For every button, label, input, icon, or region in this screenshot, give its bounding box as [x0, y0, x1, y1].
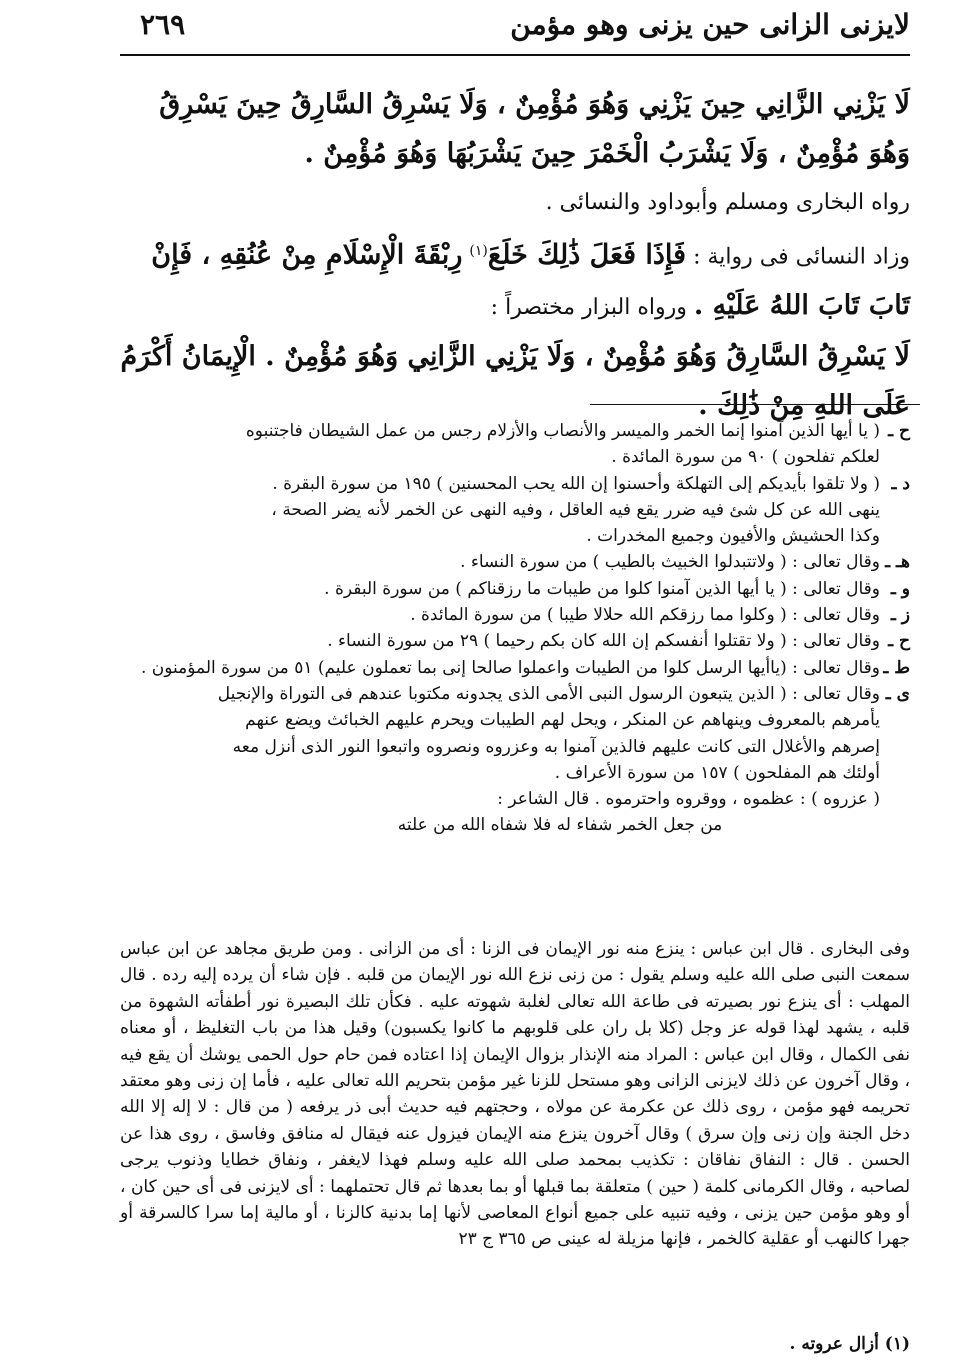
note-line [120, 471, 910, 497]
note-line [120, 602, 910, 628]
note-marker [880, 786, 910, 812]
note-line [120, 497, 910, 523]
note-marker: د ـ [891, 473, 910, 494]
note-text: ( ولا تلقوا بأيديكم إلى التهلكة وأحسنوا إن الله يحب المحسنين ) ١٩٥ من سورة البقرة . [272, 473, 880, 494]
running-title: لايزنى الزانى حين يزنى وهو مؤمن [510, 8, 910, 41]
note-line [120, 549, 910, 575]
note-line [120, 760, 910, 786]
narration-2 [120, 227, 910, 332]
note-text: وقال تعالى : ( الذين يتبعون الرسول النبى الأمى الذى يجدونه مكتوبا عندهم فى التوراة والإنجيل [217, 683, 880, 704]
footnote-ref: (١) [469, 243, 488, 259]
narration-2-quote-cont: رِبْقَةَ الْإِسْلَامِ مِنْ عُنُقِهِ ، فَإِنْ تَابَ تَابَ اللهُ عَلَيْهِ . [151, 239, 910, 322]
note-text: ( عزروه ) : عظموه ، ووقروه واحترموه . قال الشاعر : [497, 789, 880, 810]
note-marker: هـ ـ [885, 552, 910, 573]
hadith-2: لَا يَسْرِقُ السَّارِقُ وَهُوَ مُؤْمِنٌ ، وَلَا يَزْنِي الزَّانِي وَهُوَ مُؤْمِنٌ . الْإِيمَانُ أَكْرَمُ عَلَى اللهِ مِنْ ذَٰلِكَ . [120, 341, 910, 422]
note-text: وقال تعالى : ( ولا تقتلوا أنفسكم إن الله كان بكم رحيما ) ٢٩ من سورة النساء . [327, 631, 880, 652]
note-marker: ح ـ [888, 631, 910, 652]
note-line [120, 523, 910, 549]
footnote-rule [590, 404, 920, 405]
note-text: وقال تعالى : (ياأيها الرسل كلوا من الطيبات واعملوا صالحا إنى بما تعملون عليم) ٥١ من سورة المؤمنون . [140, 657, 880, 678]
poetry-verse: من جعل الخمر شفاء له فلا شفاه الله من علته [397, 815, 723, 836]
note-marker [880, 760, 910, 786]
note-line [120, 444, 910, 470]
note-marker [880, 707, 910, 733]
note-line [120, 707, 910, 733]
main-text [120, 80, 910, 430]
narration-1: رواه البخارى ومسلم وأبوداود والنسائى . [545, 190, 910, 215]
note-text: وقال تعالى : ( يا أيها الذين آمنوا كلوا من طيبات ما رزقناكم ) من سورة البقرة . [324, 578, 880, 599]
note-marker: ط ـ [883, 657, 910, 678]
note-marker: ز ـ [890, 605, 910, 626]
note-marker: و ـ [890, 578, 910, 599]
note-text: وقال تعالى : ( ولاتتبدلوا الخبيث بالطيب ) من سورة النساء . [460, 552, 880, 573]
narration-2-intro: وزاد النسائى فى رواية : [693, 244, 910, 270]
note-marker: ح ـ [888, 421, 910, 441]
header-rule [120, 54, 910, 56]
note-line [120, 681, 910, 707]
note-line [120, 628, 910, 654]
note-text: ( يا أيها الذين آمنوا إنما الخمر والميسر والأنصاب والأزلام رجس من عمل الشيطان فاجتنبوه [245, 421, 880, 441]
notes-section [120, 418, 910, 839]
narration-2-quote: فَإِذَا فَعَلَ ذَٰلِكَ خَلَعَ [487, 239, 687, 271]
commentary [120, 936, 910, 1253]
note-text: وكذا الحشيش والأفيون وجميع المخدرات . [586, 526, 880, 547]
note-text: أولئك هم المفلحون ) ١٥٧ من سورة الأعراف . [554, 762, 880, 783]
note-marker [880, 497, 910, 523]
note-line [120, 418, 910, 444]
note-text: وقال تعالى : ( وكلوا مما رزقكم الله حلالا طيبا ) من سورة المائدة . [410, 605, 880, 626]
note-marker [880, 523, 910, 549]
note-line [120, 734, 910, 760]
note-marker [880, 734, 910, 760]
commentary-paragraph: وفى البخارى . قال ابن عباس : ينزع منه نور الإيمان فى الزنا : أى من الزانى . ومن طريق مجاهد عن ابن عباس سمعت النبى صلى الله عليه وسلم يقول : من زنى نزع الله نور الإيمان من قلبه . فإن شاء أن يرده إليه رده . قال المهلب : أى ينزع نور بصيرته فى طاعة الله تعالى لغلبة شهوته عليه . فكأن تلك البصيرة نور أطفأته الشهوة من قلبه ، يشهد لهذا قوله عز وجل (كلا بل ران على قلوبهم ما كانوا يكسبون) وقيل هذا من باب التغليظ ، أو معناه نفى الكمال ، وقال ابن عباس : المراد منه الإنذار بزوال الإيمان إذا اعتاده فمن حام حول الحمى يوشك أن يقع فيه ، وقال آخرون عن ذلك لايزنى الزانى وهو مستحل للزنا غير مؤمن بتحريم الله تعالى عليه ، فأما إن زنى وهو معتقد تحريمه فهو مؤمن ، روى ذلك عن عكرمة عن مولاه ، وحجتهم فيه حديث أبى ذر يرفعه ( من قال : لا إله إلا الله دخل الجنة وإن زنى وإن سرق ) وقال آخرون ينزع منه الإيمان فيزول عنه فيقال له منافق وفاسق ، روى هذا عن الحسن . قال : النفاق نفاقان : تكذيب بمحمد صلى الله عليه وسلم فهذا لايغفر ، ونفاق خطايا وذنوب يرجى لصاحبه ، وقال الكرمانى كلمة ( حين ) متعلقة بما قبلها أو بما بعدها ثم قال تحتملهما : أى لايزنى فى أى حين كان ، أو وهو مؤمن حين يزنى ، وفيه تنبيه على جميع أنواع المعاصى لأنها إما بدنية كالزنا ، أو مالية إما سرا كالسرقة أو جهرا كالنهب أو عقلية كالخمر ، فإنها مزيلة له عينى ص ٣٦٥ ج ٢٣ [120, 939, 910, 1250]
footnote-1: (١) أزال عروته . [789, 1334, 910, 1354]
note-text: ينهى الله عن كل شئ فيه ضرر يقع فيه العاقل ، وفيه النهى عن الخمر لأنه يضر الصحة ، [271, 499, 880, 520]
page-header [120, 6, 910, 46]
page-number: ٢٦٩ [140, 8, 186, 41]
note-line [120, 786, 910, 812]
hadith-1: لَا يَزْنِي الزَّانِي حِينَ يَزْنِي وَهُوَ مُؤْمِنٌ ، وَلَا يَسْرِقُ السَّارِقُ حِينَ يَسْرِقُ وَهُوَ مُؤْمِنٌ ، وَلَا يَشْرَبُ الْخَمْرَ حِينَ يَشْرَبُهَا وَهُوَ مُؤْمِنٌ . [159, 89, 910, 169]
narration-2-note: ورواه البزار مختصراً : [490, 295, 687, 321]
note-line [120, 576, 910, 602]
note-marker [880, 444, 910, 470]
note-text: إصرهم والأغلال التى كانت عليهم فالذين آمنوا به وعزروه ونصروه واتبعوا النور الذى أنزل معه [232, 736, 880, 757]
note-marker: ى ـ [885, 683, 910, 704]
note-text: يأمرهم بالمعروف وينهاهم عن المنكر ، ويحل لهم الطيبات ويحرم عليهم الخبائث ويضع عنهم [245, 710, 880, 731]
note-line [120, 655, 910, 681]
note-text: لعلكم تفلحون ) ٩٠ من سورة المائدة . [611, 447, 880, 468]
